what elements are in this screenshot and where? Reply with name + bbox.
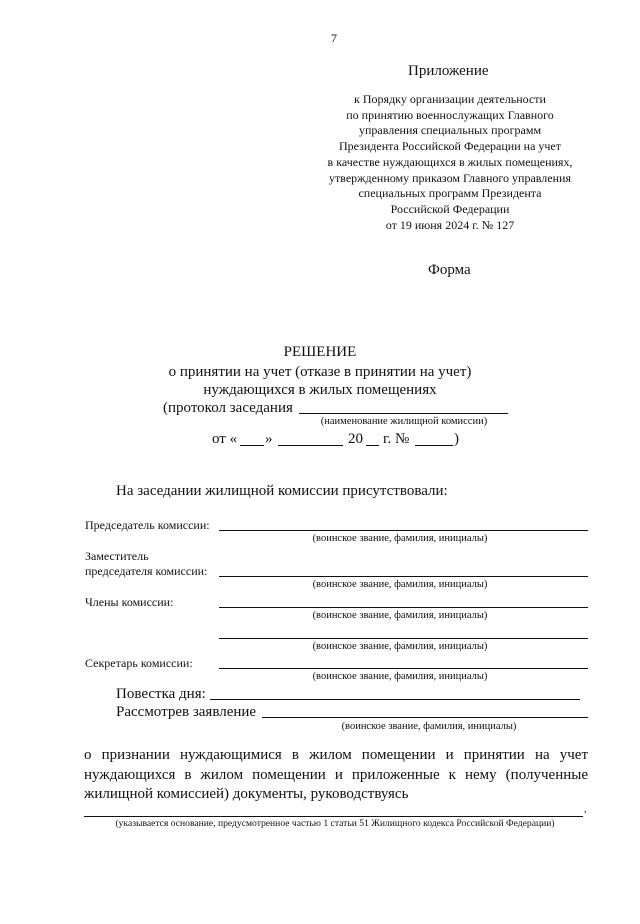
body-line: о признании нуждающимися в жилом помещении и принятии на учет — [84, 747, 588, 763]
decision-title: РЕШЕНИЕ — [283, 344, 357, 360]
appendix-line: специальных программ Президента — [358, 186, 542, 201]
appendix-line: к Порядку организации деятельности — [354, 92, 546, 106]
deputy-label-2: председателя комиссии: — [85, 564, 208, 578]
day-line — [240, 445, 264, 446]
appendix-line: по принятию военнослужащих Главного — [346, 107, 554, 122]
basis-line — [84, 816, 583, 817]
chairman-caption: (воинское звание, фамилия, инициалы) — [312, 533, 488, 544]
appendix-line: Российской Федерации — [390, 201, 510, 216]
protocol-label: (протокол заседания — [163, 400, 293, 416]
body-paragraph — [84, 746, 588, 805]
member-2-caption: (воинское звание, фамилия, инициалы) — [312, 641, 488, 652]
appendix-line: Президента Российской Федерации на учет — [338, 139, 562, 154]
commission-name-caption: (наименование жилищной комиссии) — [320, 416, 488, 427]
appendix-title: Приложение — [408, 63, 489, 79]
month-line — [278, 445, 343, 446]
year-suffix: г. № — [383, 431, 410, 447]
agenda-label: Повестка дня: — [116, 686, 206, 702]
agenda-line — [210, 699, 580, 700]
date-close: ) — [454, 431, 459, 447]
year-line — [366, 445, 379, 446]
chairman-line — [219, 530, 588, 531]
page-number: 7 — [331, 31, 337, 45]
members-label: Члены комиссии: — [85, 595, 174, 609]
reviewed-caption: (воинское звание, фамилия, инициалы) — [341, 721, 517, 732]
decision-line-1: о принятии на учет (отказе в принятии на учет) — [168, 364, 472, 380]
appendix-line: в качестве нуждающихся в жилых помещениях, — [327, 154, 573, 169]
present-heading: На заседании жилищной комиссии присутствовали: — [116, 483, 448, 499]
member-1-line — [219, 607, 588, 608]
basis-caption: (указывается основание, предусмотренное частью 1 статьи 51 Жилищного кодекса Российской Федерации) — [115, 818, 555, 829]
date-mid: » — [265, 431, 273, 447]
date-prefix: от « — [212, 431, 238, 447]
appendix-text — [300, 92, 600, 233]
number-line — [415, 445, 453, 446]
secretary-label: Секретарь комиссии: — [85, 656, 193, 670]
deputy-caption: (воинское звание, фамилия, инициалы) — [312, 579, 488, 590]
form-label: Форма — [428, 262, 471, 278]
reviewed-line — [262, 717, 588, 718]
secretary-line — [219, 668, 588, 669]
reviewed-label: Рассмотрев заявление — [116, 704, 257, 720]
deputy-label-1: Заместитель — [85, 549, 149, 563]
year-prefix: 20 — [348, 431, 363, 447]
body-line: жилищной комиссией) документы, руководствуясь — [84, 786, 409, 802]
secretary-caption: (воинское звание, фамилия, инициалы) — [312, 671, 488, 682]
commission-name-line — [299, 413, 508, 414]
chairman-label: Председатель комиссии: — [85, 518, 210, 532]
appendix-line: утвержденному приказом Главного управления — [329, 170, 571, 185]
decision-line-2: нуждающихся в жилых помещениях — [203, 382, 437, 398]
basis-comma: , — [584, 804, 587, 815]
deputy-line — [219, 576, 588, 577]
member-1-caption: (воинское звание, фамилия, инициалы) — [312, 610, 488, 621]
body-line: нуждающихся в жилом помещении и приложенные к нему (полученные — [84, 766, 588, 783]
appendix-line: управления специальных программ — [358, 123, 542, 138]
member-2-line — [219, 638, 588, 639]
appendix-line: от 19 июня 2024 г. № 127 — [385, 217, 515, 232]
